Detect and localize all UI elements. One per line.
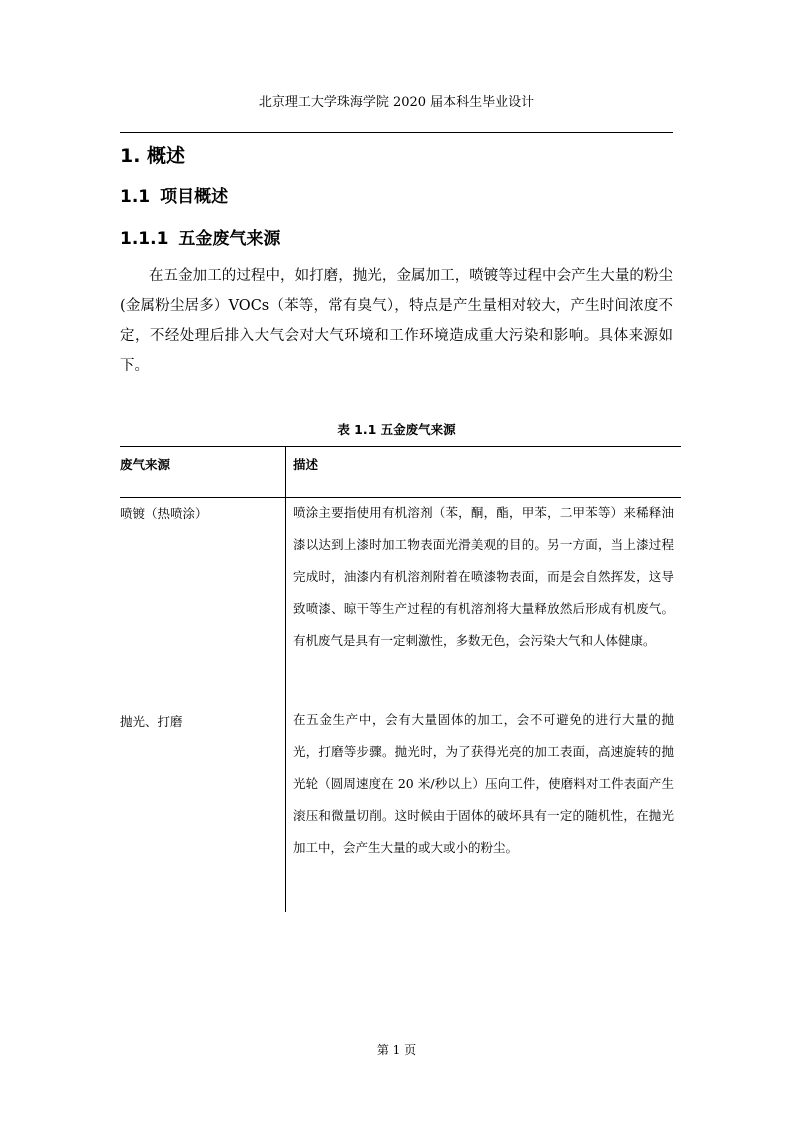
subsection-heading	[120, 227, 280, 251]
table-row-2-source: 抛光、打磨	[120, 714, 183, 729]
table-column-divider	[285, 446, 286, 912]
running-header: 北京理工大学珠海学院 2020 届本科生毕业设计	[258, 95, 535, 110]
table-row-1-description: 喷涂主要指使用有机溶剂（苯，酮，酯，甲苯，二甲苯等）来稀释油漆以达到上漆时加工物表面光滑美观的目的。另一方面，当上漆过程完成时，油漆内有机溶剂附着在喷漆物表面，而是会自然挥发，这导致喷漆、晾干等生产过程的有机溶剂将大量释放然后形成有机废气。有机废气是具有一定刺激性，多数无色，会污染大气和人体健康。	[293, 505, 674, 648]
section-heading	[120, 185, 228, 209]
column-header-source: 废气来源	[120, 457, 171, 472]
page-number: 第 1 页	[376, 1043, 417, 1057]
table-row-2-description: 在五金生产中，会有大量固体的加工，会不可避免的进行大量的抛光，打磨等步骤。抛光时，为了获得光亮的加工表面，高速旋转的抛光轮（圆周速度在 20 米/秒以上）压向工件，使磨料对工件表面产生滚压和微量切削。这时候由于固体的破坏具有一定的随机性，在抛光加工中，会产生大量的或大或小的粉尘。	[293, 712, 674, 855]
header-rule	[120, 132, 673, 133]
subsection-number: 1.1.1	[120, 229, 169, 249]
table-row-1-source: 喷镀（热喷涂）	[120, 506, 208, 521]
table-top-rule	[120, 446, 681, 447]
column-header-description: 描述	[293, 457, 319, 472]
section-title: 项目概述	[160, 187, 229, 207]
body-paragraph: 在五金加工的过程中，如打磨，抛光，金属加工，喷镀等过程中会产生大量的粉尘(金属粉尘居多）VOCs（苯等，常有臭气），特点是产生量相对较大，产生时间浓度不定，不经处理后排入大气会对大气环境和工作环境造成重大污染和影响。具体来源如下。	[120, 268, 673, 374]
section-number: 1.1	[120, 187, 151, 207]
chapter-heading: 1. 概述	[120, 145, 186, 167]
table-caption: 表 1.1 五金废气来源	[337, 422, 456, 437]
exhaust-source-table	[120, 446, 681, 912]
subsection-title: 五金废气来源	[178, 229, 281, 249]
